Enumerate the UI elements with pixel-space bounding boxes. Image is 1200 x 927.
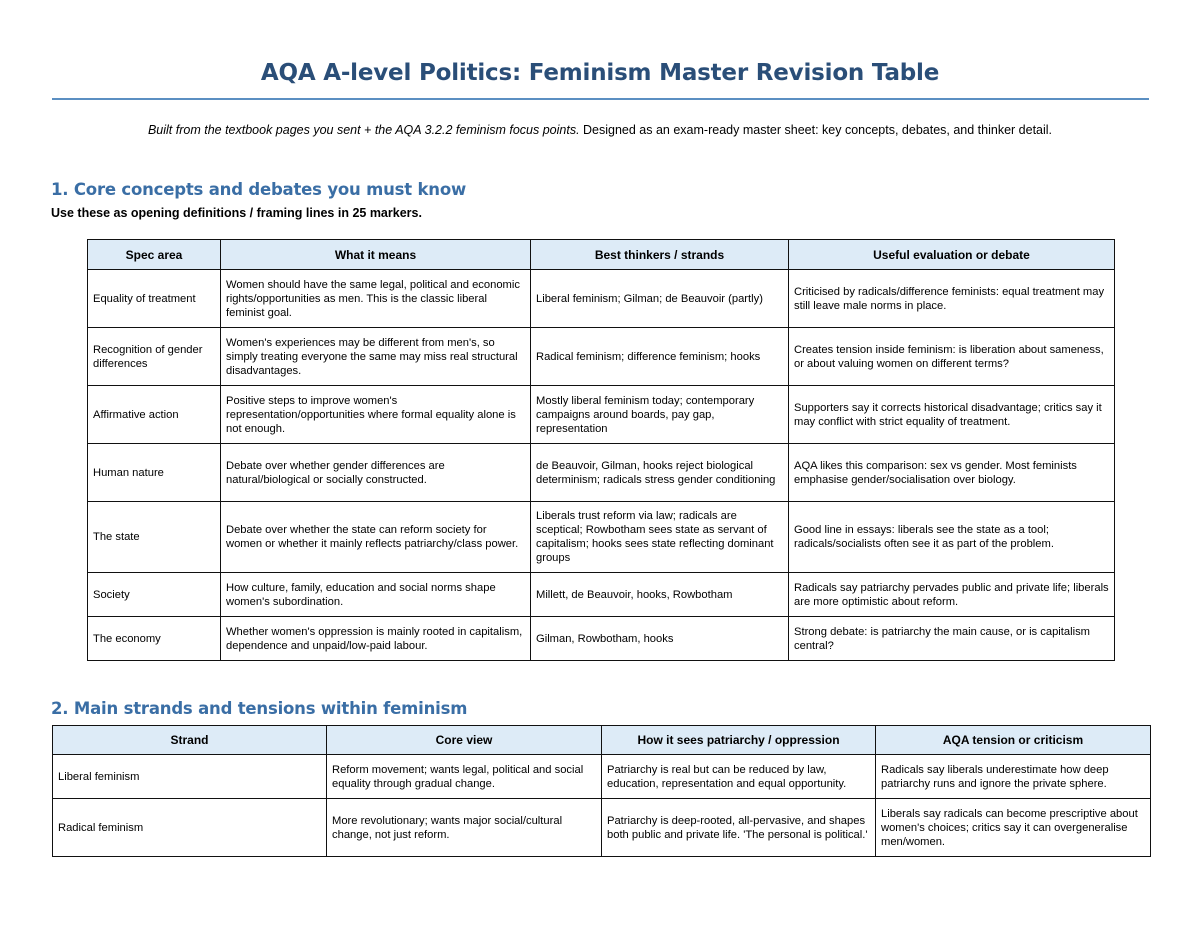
table-row: [88, 444, 1115, 502]
table-cell: Mostly liberal feminism today; contemporary campaigns around boards, pay gap, representation: [531, 386, 789, 444]
column-header-core-view: Core view: [327, 726, 602, 755]
column-header-aqa-tension: AQA tension or criticism: [876, 726, 1151, 755]
table-cell: Liberals trust reform via law; radicals are sceptical; Rowbotham sees state as servant of capitalism; hooks sees state reflecting dominant groups: [531, 502, 789, 573]
table-cell: Radicals say liberals underestimate how deep patriarchy runs and ignore the private sphere.: [876, 755, 1151, 799]
table-row: [88, 328, 1115, 386]
table-cell: Radicals say patriarchy pervades public and private life; liberals are more optimistic about reform.: [789, 573, 1115, 617]
table-cell: Gilman, Rowbotham, hooks: [531, 617, 789, 661]
table-cell: Women's experiences may be different from men's, so simply treating everyone the same may miss real structural disadvantages.: [221, 328, 531, 386]
intro-text: [52, 123, 1148, 137]
table-row: [88, 617, 1115, 661]
table-cell: Creates tension inside feminism: is liberation about sameness, or about valuing women on different terms?: [789, 328, 1115, 386]
table-cell: The economy: [88, 617, 221, 661]
table-cell: Strong debate: is patriarchy the main cause, or is capitalism central?: [789, 617, 1115, 661]
table-cell: Reform movement; wants legal, political and social equality through gradual change.: [327, 755, 602, 799]
table-cell: More revolutionary; wants major social/cultural change, not just reform.: [327, 799, 602, 857]
table-cell: Liberals say radicals can become prescriptive about women's choices; critics say it can overgeneralise men/women.: [876, 799, 1151, 857]
table-cell: Radical feminism: [53, 799, 327, 857]
table-row: [53, 755, 1151, 799]
table-cell: Women should have the same legal, political and economic rights/opportunities as men. This is the classic liberal feminist goal.: [221, 270, 531, 328]
table-cell: Patriarchy is deep-rooted, all-pervasive, and shapes both public and private life. 'The personal is political.': [602, 799, 876, 857]
title-divider: [52, 98, 1149, 100]
table-cell: Debate over whether gender differences are natural/biological or socially constructed.: [221, 444, 531, 502]
table-cell: Positive steps to improve women's representation/opportunities where formal equality alone is not enough.: [221, 386, 531, 444]
table-cell: Equality of treatment: [88, 270, 221, 328]
table-cell: Whether women's oppression is mainly rooted in capitalism, dependence and unpaid/low-paid labour.: [221, 617, 531, 661]
page-title: AQA A-level Politics: Feminism Master Revision Table: [260, 60, 940, 86]
table-row: [88, 386, 1115, 444]
table-cell: Liberal feminism; Gilman; de Beauvoir (partly): [531, 270, 789, 328]
column-header-spec-area: Spec area: [88, 240, 221, 270]
table-cell: de Beauvoir, Gilman, hooks reject biological determinism; radicals stress gender conditioning: [531, 444, 789, 502]
table-row: [88, 502, 1115, 573]
table-row: [88, 573, 1115, 617]
table-cell: AQA likes this comparison: sex vs gender. Most feminists emphasise gender/socialisation over biology.: [789, 444, 1115, 502]
table-cell: Criticised by radicals/difference feminists: equal treatment may still leave male norms in place.: [789, 270, 1115, 328]
table-cell: Debate over whether the state can reform society for women or whether it mainly reflects patriarchy/class power.: [221, 502, 531, 573]
core-concepts-table: [87, 239, 1115, 661]
table-cell: Patriarchy is real but can be reduced by law, education, representation and equal opportunity.: [602, 755, 876, 799]
table-cell: Radical feminism; difference feminism; hooks: [531, 328, 789, 386]
intro-italic: Built from the textbook pages you sent + the AQA 3.2.2 feminism focus points.: [147, 123, 580, 137]
table-cell: Liberal feminism: [53, 755, 327, 799]
table-row: [53, 799, 1151, 857]
section2-heading: 2. Main strands and tensions within feminism: [51, 699, 468, 718]
section1-subheading: Use these as opening definitions / framing lines in 25 markers.: [51, 206, 422, 220]
column-header-strand: Strand: [53, 726, 327, 755]
intro-plain: Designed as an exam-ready master sheet: key concepts, debates, and thinker detail.: [579, 123, 1053, 137]
table-cell: Human nature: [88, 444, 221, 502]
table-cell: How culture, family, education and social norms shape women's subordination.: [221, 573, 531, 617]
table-header-row: [88, 240, 1115, 270]
column-header-what-it-means: What it means: [221, 240, 531, 270]
table-row: [88, 270, 1115, 328]
column-header-evaluation: Useful evaluation or debate: [789, 240, 1115, 270]
table-cell: Good line in essays: liberals see the state as a tool; radicals/socialists often see it as part of the problem.: [789, 502, 1115, 573]
section1-heading: 1. Core concepts and debates you must know: [51, 180, 467, 199]
feminism-strands-table: [52, 725, 1151, 857]
column-header-best-thinkers: Best thinkers / strands: [531, 240, 789, 270]
table-cell: Society: [88, 573, 221, 617]
table-cell: Affirmative action: [88, 386, 221, 444]
table-cell: Recognition of gender differences: [88, 328, 221, 386]
table-header-row: [53, 726, 1151, 755]
table-cell: Millett, de Beauvoir, hooks, Rowbotham: [531, 573, 789, 617]
table-cell: Supporters say it corrects historical disadvantage; critics say it may conflict with strict equality of treatment.: [789, 386, 1115, 444]
table-cell: The state: [88, 502, 221, 573]
column-header-patriarchy-view: How it sees patriarchy / oppression: [602, 726, 876, 755]
